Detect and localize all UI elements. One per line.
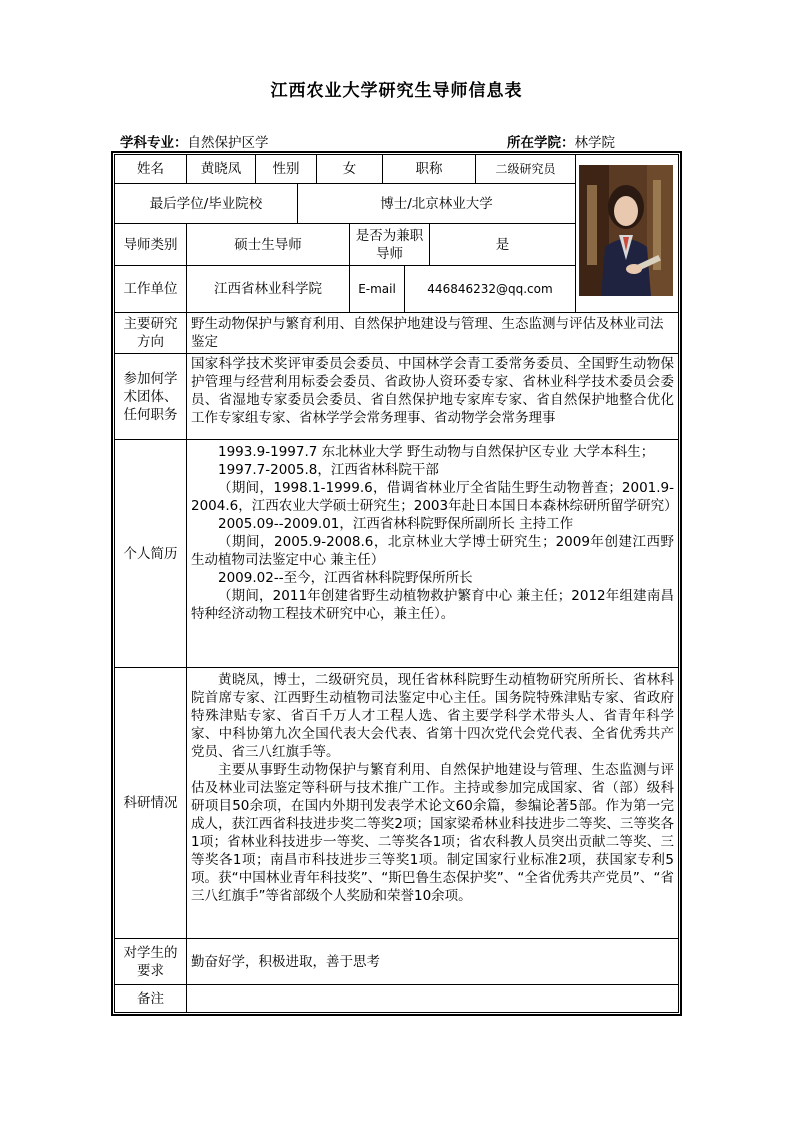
- advisor-type-label: 导师类别: [114, 223, 187, 266]
- advisor-type-value: 硕士生导师: [186, 223, 350, 266]
- parttime-label: 是否为兼职导师: [349, 223, 430, 266]
- work-unit-value: 江西省林业科学院: [186, 265, 350, 313]
- research-paragraph: 主要从事野生动物保护与繁育利用、自然保护地建设与管理、生态监测与评估及林业司法鉴定等科研与技术推广工作。主持或参加完成国家、省（部）级科研项目50余项，在国内外期刊发表学术论文60余篇，参编论著5部。作为第一完成人，获江西省科技进步奖二等奖2项；国家梁希林业科技进步二等奖、三等奖各1项；省林业科技进步一等奖、二等奖各1项；省农科教人员突出贡献二等奖、三等奖各1项；南昌市科技进步三等奖1项。制定国家行业标准2项，获国家专利5项。获“中国林业青年科技奖”、“斯巴鲁生态保护奖”、“全省优秀共产党员”、“省三八红旗手”等省部级个人奖励和荣誉10余项。: [191, 762, 674, 904]
- work-unit-label: 工作单位: [114, 265, 187, 313]
- remarks-value: [186, 984, 679, 1013]
- requirements-text: 勤奋好学，积极进取，善于思考: [191, 953, 380, 970]
- college-label: 所在学院：: [507, 135, 575, 151]
- research-direction-text: 野生动物保护与繁育利用、自然保护地建设与管理、生态监测与评估及林业司法鉴定: [191, 316, 664, 350]
- email-label: E-mail: [349, 265, 405, 313]
- discipline-field: [120, 131, 269, 151]
- parttime-value: 是: [429, 223, 576, 266]
- discipline-label: 学科专业：: [120, 135, 188, 151]
- email-value: 446846232@qq.com: [404, 265, 576, 313]
- resume-line: 1993.9-1997.7 东北林业大学 野生动物与自然保护区专业 大学本科生；: [218, 444, 655, 460]
- resume-line: 2009.02--至今，江西省林科院野保所所长: [218, 570, 473, 586]
- resume-line: （期间，2005.9-2008.6，北京林业大学博士研究生；2009年创建江西野生动植物司法鉴定中心 兼主任）: [191, 534, 674, 568]
- resume-line: （期间，1998.1-1999.6，借调省林业厅全省陆生野生动物普查；2001.9-2004.6，江西农业大学硕士研究生；2003年赴日本国日本森林综研所留学研究）: [191, 480, 678, 514]
- research-direction-label: 主要研究方向: [114, 312, 187, 354]
- resume-line: （期间，2011年创建省野生动植物救护繁育中心 兼主任；2012年组建南昌特种经济动物工程技术研究中心，兼主任）。: [191, 588, 674, 622]
- resume-line: 1997.7-2005.8，江西省林科院干部: [218, 462, 439, 478]
- gender-value: 女: [316, 154, 383, 184]
- research-paragraph: 黄晓凤，博士，二级研究员，现任省林科院野生动植物研究所所长、省林科院首席专家、江西野生动植物司法鉴定中心主任。国务院特殊津贴专家、省政府特殊津贴专家、省百千万人才工程人选、省主要学科学术带头人、省青年科学家、中科协第九次全国代表大会代表、省第十四次党代会党代表、全省优秀共产党员、省三八红旗手等。: [191, 672, 674, 760]
- resume-label: 个人简历: [114, 439, 187, 668]
- college-value: 林学院: [574, 135, 615, 151]
- portrait-image: [579, 165, 673, 296]
- degree-value: 博士/北京林业大学: [297, 183, 576, 224]
- requirements-label: 对学生的要求: [114, 938, 187, 985]
- requirements-value: [186, 938, 679, 985]
- college-field: [507, 131, 615, 151]
- gender-label: 性别: [255, 154, 317, 184]
- title-value: 二级研究员: [475, 154, 576, 184]
- page-title: 江西农业大学研究生导师信息表: [270, 81, 523, 101]
- resume-line: 2005.09--2009.01，江西省林科院野保所副所长 主持工作: [218, 516, 574, 532]
- remarks-label: 备注: [114, 984, 187, 1013]
- advisor-photo: [579, 165, 673, 296]
- discipline-value: 自然保护区学: [187, 135, 269, 151]
- research-content: [186, 667, 679, 939]
- title-label: 职称: [382, 154, 476, 184]
- resume-content: [186, 439, 679, 668]
- organizations-text: 国家科学技术奖评审委员会委员、中国林学会青工委常务委员、全国野生动物保护管理与经营利用标委会委员、省政协人资环委专家、省林业科学技术委员会委员、省湿地专家委员会委员、省自然保护地专家库专家、省自然保护地整合优化工作专家组专家、省林学学会常务理事、省动物学会常务理事: [191, 356, 674, 426]
- degree-label: 最后学位/毕业院校: [114, 183, 298, 224]
- name-value: 黄晓凤: [186, 154, 256, 184]
- research-label: 科研情况: [114, 667, 187, 939]
- organizations-label: 参加何学术团体、任何职务: [114, 353, 187, 440]
- name-label: 姓名: [114, 154, 187, 184]
- research-direction-value: [186, 312, 679, 354]
- organizations-value: [186, 353, 679, 440]
